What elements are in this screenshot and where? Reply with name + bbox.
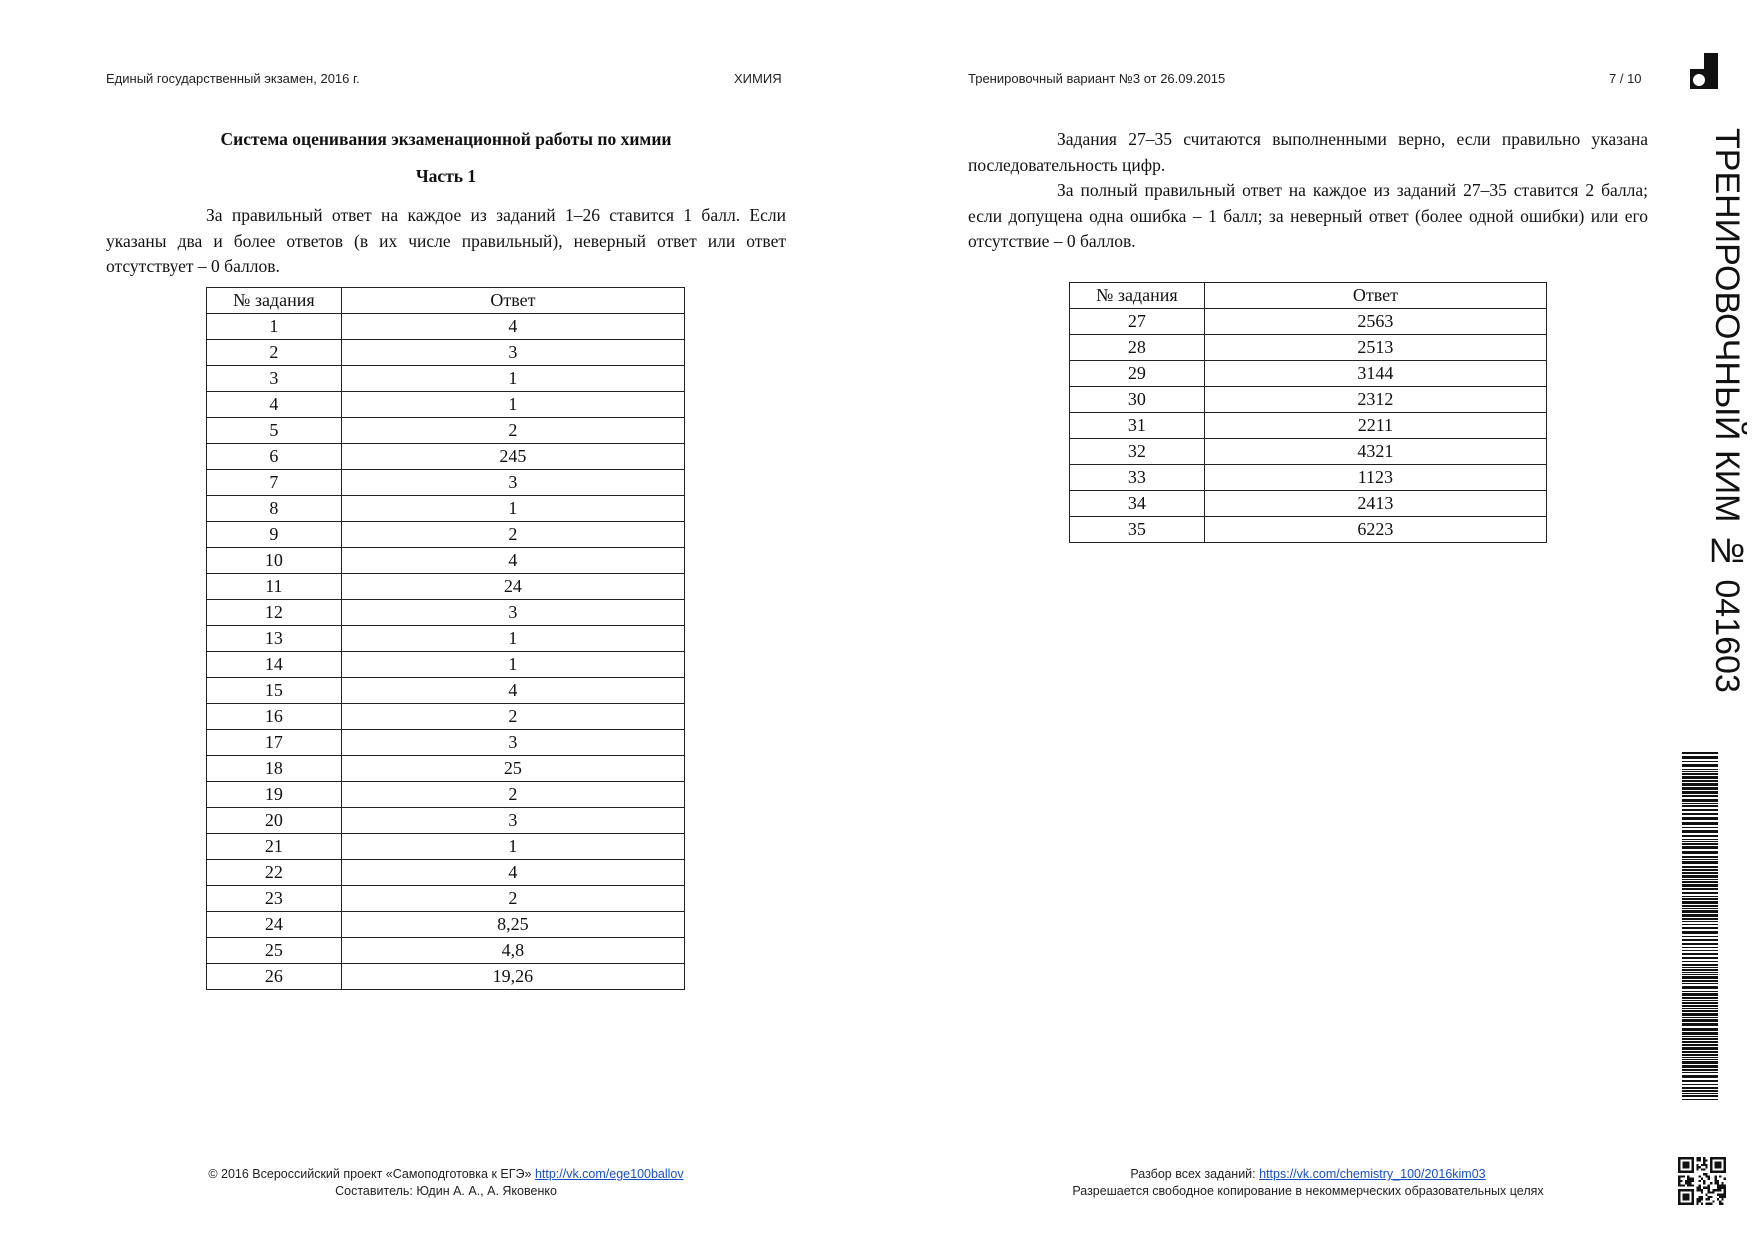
table-row <box>1070 335 1547 361</box>
column-header-task: № задания <box>1070 283 1205 309</box>
task-number-cell: 20 <box>207 808 342 834</box>
table-row <box>207 704 685 730</box>
answer-cell: 1 <box>341 626 684 652</box>
barcode-icon <box>1682 752 1718 1100</box>
answer-cell: 4321 <box>1204 439 1546 465</box>
answer-cell: 2 <box>341 886 684 912</box>
footer-project-link[interactable]: http://vk.com/ege100ballov <box>534 1167 684 1181</box>
table-row <box>207 392 685 418</box>
table-row <box>207 626 685 652</box>
answer-cell: 1 <box>341 366 684 392</box>
answer-cell: 8,25 <box>341 912 684 938</box>
scoring-title: Система оценивания экзаменационной работы по химии <box>220 129 672 149</box>
task-number-cell: 8 <box>207 496 342 522</box>
answer-cell: 3144 <box>1204 361 1546 387</box>
table-row <box>207 834 685 860</box>
table-row <box>207 418 685 444</box>
table-header-row <box>207 288 685 314</box>
task-number-cell: 24 <box>207 912 342 938</box>
task-number-cell: 35 <box>1070 517 1205 543</box>
answer-cell: 1 <box>341 652 684 678</box>
vertical-kim-label: ТРЕНИРОВОЧНЫЙ КИМ № 041603 <box>1708 128 1746 693</box>
header-page-number: 7 / 10 <box>1609 71 1642 86</box>
task-number-cell: 21 <box>207 834 342 860</box>
task-number-cell: 7 <box>207 470 342 496</box>
table-row <box>1070 413 1547 439</box>
answer-cell: 1 <box>341 496 684 522</box>
answer-cell: 1123 <box>1204 465 1546 491</box>
footer-analysis-label: Разбор всех заданий: <box>1130 1167 1256 1181</box>
table-row <box>207 496 685 522</box>
answer-cell: 3 <box>341 730 684 756</box>
answer-cell: 2 <box>341 704 684 730</box>
task-number-cell: 27 <box>1070 309 1205 335</box>
task-number-cell: 23 <box>207 886 342 912</box>
task-number-cell: 14 <box>207 652 342 678</box>
table-row <box>207 912 685 938</box>
table-row <box>207 444 685 470</box>
answer-cell: 25 <box>341 756 684 782</box>
answer-cell: 4,8 <box>341 938 684 964</box>
footer-copy-note: Разрешается свободное копирование в некоммерческих образовательных целях <box>1072 1184 1544 1198</box>
task-number-cell: 2 <box>207 340 342 366</box>
table-row <box>1070 309 1547 335</box>
answer-cell: 3 <box>341 808 684 834</box>
footer-left <box>106 1166 786 1200</box>
part2-paragraph-1: Задания 27–35 считаются выполненными верно, если правильно указана последовательность цифр. <box>968 129 1648 175</box>
answer-cell: 6223 <box>1204 517 1546 543</box>
answer-cell: 3 <box>341 340 684 366</box>
answer-cell: 3 <box>341 600 684 626</box>
header-exam-name: Единый государственный экзамен, 2016 г. <box>106 71 360 86</box>
footer-right <box>968 1166 1648 1200</box>
table-row <box>207 470 685 496</box>
task-number-cell: 15 <box>207 678 342 704</box>
table-row <box>207 314 685 340</box>
table-row <box>207 652 685 678</box>
table-row <box>207 678 685 704</box>
table-row <box>207 600 685 626</box>
footer-authors: Составитель: Юдин А. А., А. Яковенко <box>335 1184 557 1198</box>
answer-cell: 2563 <box>1204 309 1546 335</box>
task-number-cell: 33 <box>1070 465 1205 491</box>
answer-cell: 4 <box>341 678 684 704</box>
task-number-cell: 32 <box>1070 439 1205 465</box>
answer-cell: 4 <box>341 860 684 886</box>
answer-cell: 1 <box>341 834 684 860</box>
task-number-cell: 3 <box>207 366 342 392</box>
part-title: Часть 1 <box>415 166 477 186</box>
table-row <box>207 548 685 574</box>
task-number-cell: 31 <box>1070 413 1205 439</box>
corner-mark-icon <box>1690 53 1718 89</box>
task-number-cell: 34 <box>1070 491 1205 517</box>
answer-cell: 4 <box>341 314 684 340</box>
table-row <box>1070 439 1547 465</box>
table-row <box>207 340 685 366</box>
task-number-cell: 13 <box>207 626 342 652</box>
answer-cell: 1 <box>341 392 684 418</box>
task-number-cell: 4 <box>207 392 342 418</box>
table-row <box>1070 387 1547 413</box>
task-number-cell: 17 <box>207 730 342 756</box>
header-variant: Тренировочный вариант №3 от 26.09.2015 <box>968 71 1226 86</box>
answer-cell: 2 <box>341 782 684 808</box>
table-row <box>1070 361 1547 387</box>
answers-table-part1 <box>206 287 685 990</box>
task-number-cell: 10 <box>207 548 342 574</box>
task-number-cell: 5 <box>207 418 342 444</box>
task-number-cell: 30 <box>1070 387 1205 413</box>
footer-analysis-link[interactable]: https://vk.com/chemistry_100/2016kim03 <box>1259 1167 1486 1181</box>
table-row <box>207 860 685 886</box>
table-row <box>207 782 685 808</box>
column-header-task: № задания <box>207 288 342 314</box>
task-number-cell: 11 <box>207 574 342 600</box>
answer-cell: 245 <box>341 444 684 470</box>
answer-cell: 2 <box>341 418 684 444</box>
table-row <box>207 756 685 782</box>
table-row <box>207 808 685 834</box>
answers-table-part2 <box>1069 282 1547 543</box>
table-row <box>207 574 685 600</box>
task-number-cell: 6 <box>207 444 342 470</box>
answer-cell: 4 <box>341 548 684 574</box>
table-row <box>1070 517 1547 543</box>
part1-intro: За правильный ответ на каждое из заданий 1–26 ставится 1 балл. Если указаны два и более ответов (в их числе правильный), неверный ответ или ответ отсутствует – 0 баллов. <box>106 205 786 276</box>
task-number-cell: 25 <box>207 938 342 964</box>
task-number-cell: 18 <box>207 756 342 782</box>
table-row <box>207 964 685 990</box>
task-number-cell: 12 <box>207 600 342 626</box>
task-number-cell: 28 <box>1070 335 1205 361</box>
answer-cell: 2413 <box>1204 491 1546 517</box>
table-row <box>1070 491 1547 517</box>
table-row <box>207 522 685 548</box>
answer-cell: 2 <box>341 522 684 548</box>
footer-copyright: © 2016 Всероссийский проект «Самоподготовка к ЕГЭ» <box>208 1167 532 1181</box>
task-number-cell: 9 <box>207 522 342 548</box>
answer-cell: 2513 <box>1204 335 1546 361</box>
answer-cell: 19,26 <box>341 964 684 990</box>
part2-intro <box>968 127 1648 255</box>
table-row <box>207 366 685 392</box>
task-number-cell: 26 <box>207 964 342 990</box>
answer-cell: 24 <box>341 574 684 600</box>
table-row <box>207 938 685 964</box>
table-row <box>1070 465 1547 491</box>
table-header-row <box>1070 283 1547 309</box>
part2-paragraph-2: За полный правильный ответ на каждое из заданий 27–35 ставится 2 балла; если допущена одна ошибка – 1 балл; за неверный ответ (более одной ошибки) или его отсутствие – 0 баллов. <box>968 180 1648 251</box>
task-number-cell: 19 <box>207 782 342 808</box>
answer-cell: 3 <box>341 470 684 496</box>
task-number-cell: 16 <box>207 704 342 730</box>
table-row <box>207 886 685 912</box>
table-row <box>207 730 685 756</box>
answer-cell: 2211 <box>1204 413 1546 439</box>
header-subject: ХИМИЯ <box>734 71 782 86</box>
task-number-cell: 1 <box>207 314 342 340</box>
task-number-cell: 22 <box>207 860 342 886</box>
answer-cell: 2312 <box>1204 387 1546 413</box>
task-number-cell: 29 <box>1070 361 1205 387</box>
qr-code-icon <box>1678 1157 1726 1205</box>
column-header-answer: Ответ <box>1204 283 1546 309</box>
column-header-answer: Ответ <box>341 288 684 314</box>
